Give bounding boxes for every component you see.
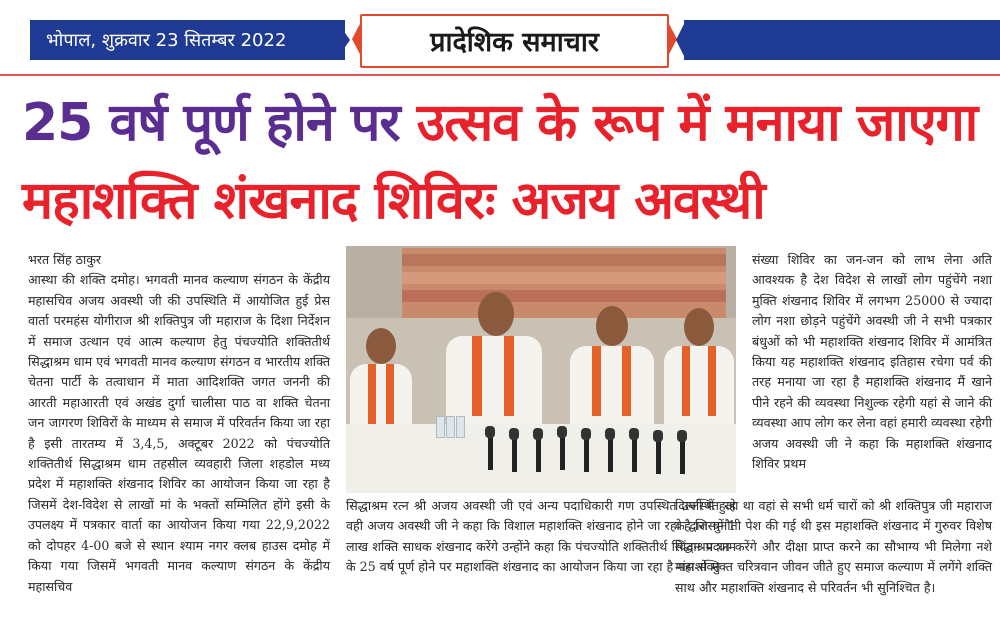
header-left-arrow [336,20,350,60]
article-column-3-bottom [675,496,992,598]
article-column-3-top [752,250,992,474]
headline-part-2: उत्सव के रूप में मनाया जाएगा [416,93,978,153]
column-2-text: सिद्धाश्रम रत्न श्री अजय अवस्थी जी एवं अन्य पदाधिकारी गण उपस्थित उपस्थित रहे वही अजय अवस्थी जी ने कहा कि विशाल महाशक्ति शंखनाद होने जा रहा है जिसमें 1 लाख शक्ति साधक शंखनाद करेंगे उन्होंने कहा कि पंचज्योति शक्तितीर्थ सिद्धाश्रम धाम के 25 वर्ष पूर्ण होने पर महाशक्ति शंखनाद का आयोजन किया जा रहा है महाशक्ति [346,498,736,575]
headline-line-1 [22,90,977,156]
header-divider [0,74,1000,76]
headline-line-2: महाशक्ति शंखनाद शिविरः अजय अवस्थी [22,171,765,231]
section-title: प्रादेशिक समाचार [430,27,599,58]
dateline: भोपाल, शुक्रवार 23 सितम्बर 2022 [46,30,287,51]
page-header [0,0,1000,74]
press-conference-photo [346,246,736,493]
byline: भरत सिंह ठाकुर [28,252,102,267]
column-3-bottom-text: दिल्ली में हुआ था वहां से सभी धर्म चारों को श्री शक्तिपुत्र जी महाराज के द्वारा चुनौती पेश की गई थी इस महाशक्ति शंखनाद में गुरुवर विशेष चिंतन प्रदान करेंगे और दीक्षा प्राप्त करने का सौभाग्य भी मिलेगा नशे मांस से मुक्त चरित्रवान जीवन जीते हुए समाज कल्याण में लगेंगे शक्ति साथ और महाशक्ति शंखनाद से परिवर्तन भी सुनिश्चित है। [675,498,992,595]
headline-part-1: 25 वर्ष पूर्ण होने पर [22,93,400,153]
header-right-band [684,20,1000,60]
photo-backdrop-banner [402,248,726,318]
article-column-1 [28,250,330,597]
column-3-top-text: संख्या शिविर का जन-जन को लाभ लेना अति आवश्यक है देश विदेश से लाखों लोग पहुंचेंगे नशा मुक्ति शंखनाद शिविर में लगभग 25000 से ज्यादा लोग नशा छोड़ने पहुंचेंगे अवस्थी जी ने सभी पत्रकार बंधुओं को भी महाशक्ति शंखनाद शिविर में आमंत्रित किया यह महाशक्ति शंखनाद इतिहास रचेगा पर्व की तरह मनाया जा रहा है महाशक्ति शंखनाद मैं खाने पीने रहने की व्यवस्था निशुल्क रहेगी यहां से जाने की व्यवस्था आप लोग कर लेना वहां हमारी व्यवस्था रहेगी अजय अवस्थी जी ने कहा कि महाशक्ति शंखनाद शिविर प्रथम [752,252,992,472]
column-1-text: आस्था की शक्ति दमोह। भगवती मानव कल्याण संगठन के केंद्रीय महासचिव अजय अवस्थी जी की उपस्थिति में आयोजित हुई प्रेस वार्ता परमहंस योगीराज श्री शक्तिपुत्र जी महाराज के दिशा निर्देशन में समाज उत्थान एवं आत्म कल्याण हेतु पंचज्योति शक्तितीर्थ सिद्धाश्रम धाम एवं भगवती मानव कल्याण संगठन व भारतीय शक्ति चेतना पार्टी के तत्वाधान में माता आदिशक्ति जगत जननी की आरती महाआरती एवं अखंड दुर्गा चालीसा पाठ वा शक्ति चेतना जन जागरण शिविरों के माध्यम से समाज में परिवर्तन किया जा रहा है इसी तारतम्य में 3,4,5, अक्टूबर 2022 को पंचज्योति शक्तितीर्थ सिद्धाश्रम धाम तहसील व्यवहारी जिला शहडोल मध्य प्रदेश में महाशक्ति शंखनाद शिविर का आयोजन किया जा रहा है जिसमें देश-विदेश से लाखों मां के भक्तों सम्मिलित होंगे इसी के उपलक्ष्य में पत्रकार वार्ता का आयोजन किया गया 22,9,2022 को दोपहर 4-00 बजे से स्थान श्याम नगर क्लब हाउस दमोह में किया गया जिसमें भगवती मानव कल्याण संगठन के केंद्रीय महासचिव [28,272,330,594]
